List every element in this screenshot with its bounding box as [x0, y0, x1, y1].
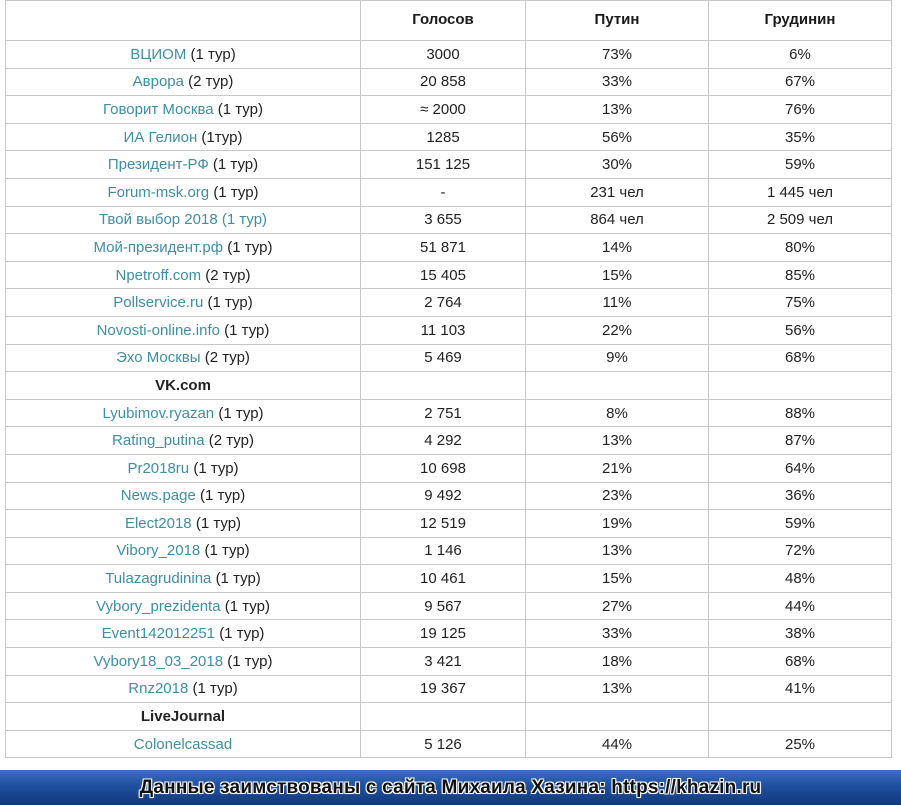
table-row — [6, 261, 892, 289]
votes-cell: - — [361, 178, 526, 206]
putin-cell: 22% — [526, 316, 709, 344]
putin-cell: 30% — [526, 151, 709, 179]
grudinin-cell: 59% — [709, 510, 892, 538]
round-label: (2 тур) — [208, 432, 254, 450]
round-label: (1 тур) — [213, 183, 259, 201]
votes-cell: 15 405 — [361, 261, 526, 289]
grudinin-cell: 25% — [709, 730, 892, 758]
source-link[interactable]: Forum-msk.org — [107, 183, 210, 201]
round-label: (1 тур) — [190, 45, 236, 63]
grudinin-cell: 72% — [709, 537, 892, 565]
votes-cell: 5 469 — [361, 344, 526, 372]
putin-cell — [526, 703, 709, 731]
source-link[interactable]: Npetroff.com — [115, 266, 202, 284]
source-link[interactable]: Vybory_prezidenta — [96, 597, 221, 615]
source-link[interactable]: Эхо Москвы — [116, 349, 201, 367]
putin-cell: 864 чел — [526, 206, 709, 234]
grudinin-cell: 76% — [709, 96, 892, 124]
putin-cell — [526, 372, 709, 400]
round-label: (2 тур) — [188, 73, 234, 91]
source-cell — [6, 178, 361, 206]
source-cell — [6, 261, 361, 289]
source-cell — [6, 565, 361, 593]
table-body — [6, 41, 892, 758]
source-cell — [6, 592, 361, 620]
source-cell — [6, 703, 361, 731]
round-label: (1 тур) — [218, 404, 264, 422]
header-votes: Голосов — [361, 1, 526, 41]
table-header-row — [6, 1, 892, 41]
source-cell — [6, 123, 361, 151]
grudinin-cell: 1 445 чел — [709, 178, 892, 206]
table-row — [6, 123, 892, 151]
section-title: VK.com — [155, 376, 211, 394]
putin-cell: 15% — [526, 565, 709, 593]
votes-cell: 12 519 — [361, 510, 526, 538]
grudinin-cell: 2 509 чел — [709, 206, 892, 234]
source-cell — [6, 68, 361, 96]
table-row — [6, 510, 892, 538]
table-row — [6, 482, 892, 510]
round-label: (1 тур) — [192, 680, 238, 698]
grudinin-cell: 67% — [709, 68, 892, 96]
votes-cell: 19 125 — [361, 620, 526, 648]
grudinin-cell: 36% — [709, 482, 892, 510]
grudinin-cell: 75% — [709, 289, 892, 317]
putin-cell: 13% — [526, 427, 709, 455]
putin-cell: 27% — [526, 592, 709, 620]
table-row — [6, 399, 892, 427]
round-label: (1 тур) — [227, 652, 273, 670]
table-row — [6, 675, 892, 703]
source-link[interactable]: Vybory18_03_2018 — [93, 652, 224, 670]
round-label: (1 тур) — [224, 597, 270, 615]
votes-cell: 3 655 — [361, 206, 526, 234]
source-link[interactable]: ИА Гелион — [123, 128, 198, 146]
votes-cell: 10 461 — [361, 565, 526, 593]
putin-cell: 15% — [526, 261, 709, 289]
grudinin-cell: 68% — [709, 344, 892, 372]
grudinin-cell: 59% — [709, 151, 892, 179]
putin-cell: 231 чел — [526, 178, 709, 206]
source-link[interactable]: Твой выбор 2018 (1 тур) — [98, 211, 268, 229]
table-row — [6, 730, 892, 758]
source-link[interactable]: Pr2018ru — [127, 459, 190, 477]
source-cell — [6, 234, 361, 262]
round-label: (1тур) — [201, 128, 243, 146]
grudinin-cell: 88% — [709, 399, 892, 427]
round-label: (1 тур) — [227, 238, 273, 256]
table-row — [6, 234, 892, 262]
source-cell — [6, 730, 361, 758]
source-cell — [6, 537, 361, 565]
round-label: (1 тур) — [204, 542, 250, 560]
putin-cell: 13% — [526, 537, 709, 565]
source-link[interactable]: News.page — [120, 487, 196, 505]
grudinin-cell: 38% — [709, 620, 892, 648]
source-cell — [6, 316, 361, 344]
grudinin-cell: 56% — [709, 316, 892, 344]
table-section-row — [6, 372, 892, 400]
votes-cell: 2 764 — [361, 289, 526, 317]
grudinin-cell: 85% — [709, 261, 892, 289]
source-cell — [6, 399, 361, 427]
round-label: (2 тур) — [204, 349, 250, 367]
table-row — [6, 316, 892, 344]
source-cell — [6, 482, 361, 510]
section-title: LiveJournal — [140, 708, 226, 726]
source-cell — [6, 427, 361, 455]
table-row — [6, 620, 892, 648]
putin-cell: 13% — [526, 96, 709, 124]
grudinin-cell — [709, 703, 892, 731]
source-link[interactable]: Мой-президент.рф — [93, 238, 224, 256]
source-cell — [6, 675, 361, 703]
round-label: (1 тур) — [219, 625, 265, 643]
votes-cell: 9 567 — [361, 592, 526, 620]
grudinin-cell: 64% — [709, 454, 892, 482]
putin-cell: 33% — [526, 68, 709, 96]
source-cell — [6, 372, 361, 400]
putin-cell: 33% — [526, 620, 709, 648]
source-cell — [6, 454, 361, 482]
source-link[interactable]: Говорит Москва — [103, 100, 214, 118]
source-link[interactable]: Elect2018 — [124, 514, 192, 532]
votes-cell: 3 421 — [361, 648, 526, 676]
table-row — [6, 344, 892, 372]
votes-cell — [361, 703, 526, 731]
source-cell — [6, 344, 361, 372]
putin-cell: 19% — [526, 510, 709, 538]
votes-cell: 20 858 — [361, 68, 526, 96]
putin-cell: 44% — [526, 730, 709, 758]
source-cell — [6, 289, 361, 317]
source-cell — [6, 620, 361, 648]
table-row — [6, 41, 892, 69]
putin-cell: 73% — [526, 41, 709, 69]
putin-cell: 18% — [526, 648, 709, 676]
source-link[interactable]: Novosti-online.info — [96, 321, 220, 339]
table-row — [6, 427, 892, 455]
putin-cell: 14% — [526, 234, 709, 262]
round-label: (1 тур) — [224, 321, 270, 339]
grudinin-cell: 41% — [709, 675, 892, 703]
table-row — [6, 454, 892, 482]
source-cell — [6, 510, 361, 538]
votes-cell: 5 126 — [361, 730, 526, 758]
round-label: (1 тур) — [193, 459, 239, 477]
table-row — [6, 648, 892, 676]
votes-cell: 10 698 — [361, 454, 526, 482]
table-row — [6, 206, 892, 234]
header-putin: Путин — [526, 1, 709, 41]
grudinin-cell: 48% — [709, 565, 892, 593]
table-row — [6, 96, 892, 124]
round-label: (1 тур) — [217, 100, 263, 118]
votes-cell: 2 751 — [361, 399, 526, 427]
source-link[interactable]: Colonelcassad — [133, 735, 233, 753]
putin-cell: 13% — [526, 675, 709, 703]
header-source — [6, 1, 361, 41]
putin-cell: 23% — [526, 482, 709, 510]
round-label: (1 тур) — [207, 294, 253, 312]
source-cell — [6, 206, 361, 234]
grudinin-cell: 44% — [709, 592, 892, 620]
source-credit-text: Данные заимствованы с сайта Михаила Хазина: https://khazin.ru — [139, 776, 762, 798]
votes-cell: 9 492 — [361, 482, 526, 510]
source-link[interactable]: Rating_putina — [112, 432, 205, 450]
source-cell — [6, 41, 361, 69]
source-link[interactable]: Аврора — [132, 73, 184, 91]
source-link[interactable]: Rnz2018 — [128, 680, 189, 698]
grudinin-cell: 80% — [709, 234, 892, 262]
header-grudinin: Грудинин — [709, 1, 892, 41]
round-label: (1 тур) — [195, 514, 242, 532]
table-row — [6, 565, 892, 593]
putin-cell: 11% — [526, 289, 709, 317]
source-link[interactable]: Event142012251 — [101, 625, 216, 643]
votes-cell: 151 125 — [361, 151, 526, 179]
putin-cell: 21% — [526, 454, 709, 482]
source-link[interactable]: ВЦИОМ — [130, 45, 187, 63]
source-cell — [6, 151, 361, 179]
table-section-row — [6, 703, 892, 731]
votes-cell: 11 103 — [361, 316, 526, 344]
putin-cell: 9% — [526, 344, 709, 372]
putin-cell: 56% — [526, 123, 709, 151]
poll-results-table — [5, 0, 892, 758]
grudinin-cell: 6% — [709, 41, 892, 69]
source-link[interactable]: Tulazagrudinina — [105, 570, 212, 588]
grudinin-cell: 87% — [709, 427, 892, 455]
votes-cell: 1285 — [361, 123, 526, 151]
source-link[interactable]: Vibory_2018 — [116, 542, 201, 560]
source-cell — [6, 96, 361, 124]
votes-cell — [361, 372, 526, 400]
table-row — [6, 151, 892, 179]
votes-cell: 1 146 — [361, 537, 526, 565]
votes-cell: 4 292 — [361, 427, 526, 455]
round-label: (1 тур) — [212, 156, 259, 174]
grudinin-cell: 68% — [709, 648, 892, 676]
source-link[interactable]: Pollservice.ru — [113, 294, 204, 312]
round-label: (1 тур) — [215, 570, 261, 588]
grudinin-cell — [709, 372, 892, 400]
putin-cell: 8% — [526, 399, 709, 427]
grudinin-cell: 35% — [709, 123, 892, 151]
round-label: (1 тур) — [200, 487, 246, 505]
table-row — [6, 537, 892, 565]
votes-cell: 19 367 — [361, 675, 526, 703]
table-row — [6, 68, 892, 96]
source-cell — [6, 648, 361, 676]
table-row — [6, 592, 892, 620]
round-label: (2 тур) — [205, 266, 251, 284]
table-row — [6, 178, 892, 206]
table-row — [6, 289, 892, 317]
votes-cell: ≈ 2000 — [361, 96, 526, 124]
source-credit-banner — [0, 770, 901, 805]
source-link[interactable]: Lyubimov.ryazan — [102, 404, 215, 422]
source-link[interactable]: Президент-РФ — [107, 156, 209, 174]
votes-cell: 51 871 — [361, 234, 526, 262]
votes-cell: 3000 — [361, 41, 526, 69]
